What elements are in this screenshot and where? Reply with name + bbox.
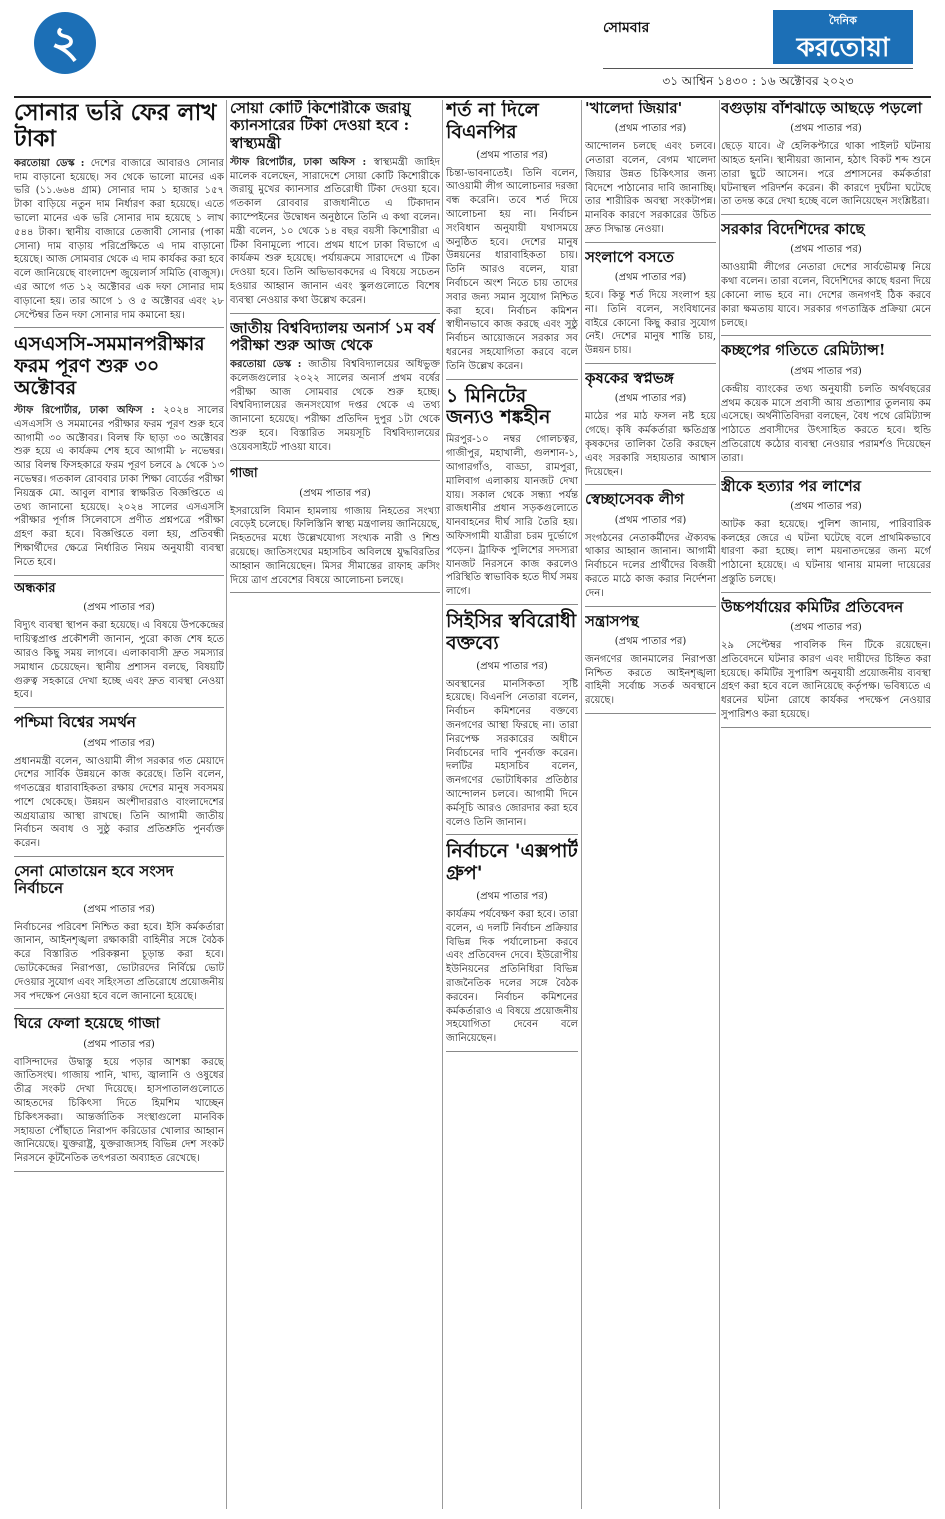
column-1 xyxy=(14,100,224,1509)
continuation-note: (প্রথম পাতার পর) xyxy=(299,487,371,499)
article-headline: ঘিরে ফেলা হয়েছে গাজা xyxy=(14,1014,160,1033)
article-headline: সোয়া কোটি কিশোরীকে জরায়ু ক্যানসারের টিকা দেওয়া হবে : স্বাস্থ্যমন্ত্রী xyxy=(230,100,411,152)
article-separator xyxy=(14,707,224,708)
article-body: ইসরায়েলি বিমান হামলায় গাজায় নিহতের সংখ্যা বেড়েই চলেছে। ফিলিস্তিনি স্বাস্থ্য মন্ত্রণালয় জানিয়েছে, নিহতদের মধ্যে উল্লেখযোগ্য সংখ্যক নারী ও শিশু রয়েছে। জাতিসংঘের মহাসচিব অবিলম্বে যুদ্ধবিরতির আহ্বান জানিয়েছেন। মিসর সীমান্তের রাফাহ ক্রসিং দিয়ে ত্রাণ প্রবেশের বিষয়ে আলোচনা চলছে। xyxy=(230,505,440,586)
logo-big-text: করতোয়া xyxy=(796,33,890,63)
article xyxy=(446,100,578,380)
article-separator xyxy=(585,363,716,364)
article-separator xyxy=(721,592,931,593)
article xyxy=(446,386,578,605)
article xyxy=(721,599,931,728)
article xyxy=(585,370,716,485)
article-separator xyxy=(585,606,716,607)
article-byline: করতোয়া ডেস্ক : xyxy=(230,359,309,371)
continuation-note: (প্রথম পাতার পর) xyxy=(476,891,548,903)
article-byline: স্টাফ রিপোর্টার, ঢাকা অফিস : xyxy=(14,404,164,416)
column-divider xyxy=(719,100,720,1509)
continuation-note: (প্রথম পাতার পর) xyxy=(790,244,862,256)
article-separator xyxy=(230,592,440,593)
article-separator xyxy=(446,604,578,605)
article xyxy=(721,342,931,471)
continuation-note: (প্রথম পাতার পর) xyxy=(614,635,687,647)
article-body: কার্যক্রম পর্যবেক্ষণ করা হবে। তারা বলেন, এ দলটি নির্বাচন প্রক্রিয়ার বিভিন্ন দিক পর্যালোচনা করবে এবং প্রতিবেদন দেবে। ইউরোপীয় ইউনিয়নের প্রতিনিধিরা বিভিন্ন রাজনৈতিক দলের সঙ্গে বৈঠক করবেন। নির্বাচন কমিশনের কর্মকর্তারাও এ বিষয়ে প্রয়োজনীয় সহযোগিতা দেবেন বলে জানিয়েছেন। xyxy=(446,909,578,1045)
article xyxy=(721,100,931,215)
article-headline: বগুড়ায় বাঁশঝাড়ে আছড়ে পড়লো xyxy=(721,100,922,117)
article xyxy=(585,249,716,364)
article-separator xyxy=(585,484,716,485)
article-body: আওয়ামী লীগের নেতারা দেশের সার্বভৌমত্ব নিয়ে কথা বলেন। তারা বলেন, বিদেশিদের কাছে ধরনা দিয়ে কোনো লাভ হবে না। দেশের জনগণই ঠিক করবে কারা ক্ষমতায় যাবে। সরকার গণতান্ত্রিক প্রক্রিয়া মেনে চলছে। xyxy=(721,262,931,329)
article xyxy=(230,467,440,594)
article-separator xyxy=(14,1008,224,1009)
article xyxy=(14,100,224,328)
article xyxy=(14,863,224,1009)
article-headline: সোনার ভরি ফের লাখ টাকা xyxy=(14,100,217,153)
article-headline: অন্ধকার xyxy=(14,580,56,596)
article-byline: করতোয়া ডেস্ক : xyxy=(14,157,91,169)
article-body: কেন্দ্রীয় ব্যাংকের তথ্য অনুযায়ী চলতি অর্থবছরের প্রথম কয়েক মাসে প্রবাসী আয় প্রত্যাশার তুলনায় কম এসেছে। অর্থনীতিবিদরা বলছেন, বৈধ পথে রেমিট্যান্স পাঠাতে প্রবাসীদের উৎসাহিত করতে হবে। হুন্ডি প্রতিরোধে কঠোর ব্যবস্থা নেওয়ার পরামর্শও দিয়েছেন তারা। xyxy=(721,383,931,464)
article-headline: ১ মিনিটের জন্যও শঙ্কহীন xyxy=(446,384,551,429)
article-body: বাসিন্দাদের উদ্বাস্তু হয়ে পড়ার আশঙ্কা করছে জাতিসংঘ। গাজায় পানি, খাদ্য, জ্বালানি ও ওষুধের তীব্র সংকট দেখা দিয়েছে। হাসপাতালগুলোতে আহতদের চিকিৎসা দিতে হিমশিম খাচ্ছেন চিকিৎসকরা। আন্তর্জাতিক সংস্থাগুলো মানবিক সহায়তা পৌঁছাতে নিরাপদ করিডোর খোলার আহ্বান জানিয়েছে। যুক্তরাষ্ট্র, যুক্তরাজ্যসহ বিভিন্ন দেশ সংকট নিরসনে কূটনৈতিক তৎপরতা অব্যাহত রেখেছে। xyxy=(14,1056,224,1165)
continuation-note: (প্রথম পাতার পর) xyxy=(476,149,548,161)
article-body: চিন্তা-ভাবনাতেই। তিনি বলেন, আওয়ামী লীগ আলোচনার দরজা বন্ধ করেনি। তবে শর্ত দিয়ে আলোচনা হয় না। নির্বাচন সংবিধান অনুযায়ী যথাসময়ে অনুষ্ঠিত হবে। দেশের মানুষ উন্নয়নের ধারাবাহিকতা চায়। তিনি আরও বলেন, যারা নির্বাচনে অংশ নিতে চায় তাদের সবার জন্য সমান সুযোগ নিশ্চিত করা হবে। নির্বাচন কমিশন স্বাধীনভাবে কাজ করছে এবং সুষ্ঠু নির্বাচন আয়োজনে সরকার সব ধরনের সহযোগিতা করবে বলে তিনি উল্লেখ করেন। xyxy=(446,167,578,372)
continuation-note: (প্রথম পাতার পর) xyxy=(83,602,155,614)
article-headline: সরকার বিদেশিদের কাছে xyxy=(721,220,865,239)
article-body: সংগঠনের নেতাকর্মীদের ঐক্যবদ্ধ থাকার আহ্বান জানান। আগামী নির্বাচনে দলের প্রার্থীদের বিজয়ী করতে মাঠে কাজ করার নির্দেশনা দেন। xyxy=(585,532,716,599)
article-body: জনগণের জানমালের নিরাপত্তা নিশ্চিত করতে আইনশৃঙ্খলা বাহিনী সর্বোচ্চ সতর্ক অবস্থানে রয়েছে। xyxy=(585,653,716,707)
article-separator xyxy=(721,471,931,472)
article-body: স্টাফ রিপোর্টার, ঢাকা অফিস : স্বাস্থ্যমন্ত্রী জাহিদ মালেক বলেছেন, সারাদেশে সোয়া কোটি কিশোরীকে জরায়ু মুখের ক্যানসার প্রতিরোধী টিকা দেওয়া হবে। গতকাল রোববার রাজধানীতে এ টিকাদান ক্যাম্পেইনের উদ্বোধন অনুষ্ঠানে তিনি এ কথা বলেন। মন্ত্রী বলেন, ১০ থেকে ১৪ বছর বয়সী কিশোরীরা এ টিকা বিনামূল্যে পাবে। প্রথম ধাপে ঢাকা বিভাগে এ কার্যক্রম শুরু হয়েছে। পর্যায়ক্রমে সারাদেশে এ টিকা দেওয়া হবে। তিনি অভিভাবকদের এ বিষয়ে সচেতন হওয়ার আহ্বান জানান এবং স্কুলগুলোতে বিশেষ ব্যবস্থা নেওয়ার কথা উল্লেখ করেন। xyxy=(230,156,440,306)
article-headline: শর্ত না দিলে বিএনপির xyxy=(446,100,539,143)
continuation-note: (প্রথম পাতার পর) xyxy=(614,272,687,284)
dateline: ৩১ আশ্বিন ১৪৩০ : ১৬ অক্টোবর ২০২৩ xyxy=(603,68,913,93)
article-separator xyxy=(446,379,578,380)
continuation-note: (প্রথম পাতার পর) xyxy=(614,123,687,135)
article-headline: নির্বাচনে 'এক্সপার্ট গ্রুপ' xyxy=(446,840,578,885)
article-body: হবে। কিন্তু শর্ত দিয়ে সংলাপ হয় না। তিনি বলেন, সংবিধানের বাইরে কোনো কিছু করার সুযোগ নেই। দেশের মানুষ শান্তি চায়, উন্নয়ন চায়। xyxy=(585,290,716,357)
article xyxy=(14,714,224,857)
article xyxy=(585,613,716,714)
page-number-badge: ২ xyxy=(34,12,96,74)
article-body: করতোয়া ডেস্ক : দেশের বাজারে আবারও সোনার দাম বাড়ানো হয়েছে। সব থেকে ভালো মানের এক ভরি (১১.৬৬৪ গ্রাম) সোনার দাম ১ হাজার ১৫৭ টাকা বাড়িয়ে নতুন দাম নির্ধারণ করা হয়েছে। এতে ভালো মানের এক ভরি সোনার দাম হয়েছে ১ লাখ ৫৪৪ টাকা। স্থানীয় বাজারে তেজাবী সোনার (পাকা সোনা) দাম বাড়ায় পরিপ্রেক্ষিতে এ দাম বাড়ানো হয়েছে। আজ সোমবার থেকে এ দাম কার্যকর করা হবে বলে জানিয়েছে বাংলাদেশ জুয়েলার্স সমিতি (বাজুস)। এর আগে গত ১২ অক্টোবর এক দফা সোনার দাম বাড়ানো হয়। তার আগে ১ ও ৫ অক্টোবর এবং ২৮ সেপ্টেম্বর তিন দফা সোনার দাম কমানো হয়। xyxy=(14,157,224,321)
article-body: অবস্থানের মানসিকতা সৃষ্টি হয়েছে। বিএনপি নেতারা বলেন, নির্বাচন কমিশনের বক্তব্যে জনগণের আস্থা ফিরছে না। তারা নিরপেক্ষ সরকারের অধীনে নির্বাচনের দাবি পুনর্ব্যক্ত করেন। দলটির মহাসচিব বলেন, জনগণের ভোটাধিকার প্রতিষ্ঠার আন্দোলন চলবে। আগামী দিনে কর্মসূচি আরও জোরদার করা হবে বলেও তিনি জানান। xyxy=(446,678,578,828)
article xyxy=(14,334,224,575)
continuation-note: (প্রথম পাতার পর) xyxy=(83,903,155,915)
article-body: প্রধানমন্ত্রী বলেন, আওয়ামী লীগ সরকার গত মেয়াদে দেশের সার্বিক উন্নয়নে কাজ করেছে। তিনি বলেন, গণতন্ত্রের ধারাবাহিকতা রক্ষায় দেশের মানুষ সবসময় পাশে থেকেছে। উন্নয়ন অংশীদাররাও বাংলাদেশের অগ্রযাত্রায় আস্থা রাখছে। তিনি আগামী জাতীয় নির্বাচন অবাধ ও সুষ্ঠু করার প্রতিশ্রুতি পুনর্ব্যক্ত করেন। xyxy=(14,755,224,850)
column-divider xyxy=(581,100,582,1509)
article-separator xyxy=(721,335,931,336)
article-separator xyxy=(585,242,716,243)
article-body: করতোয়া ডেস্ক : জাতীয় বিশ্ববিদ্যালয়ের অধিভুক্ত কলেজগুলোর ২০২২ সালের অনার্স প্রথম বর্ষের পরীক্ষা আজ সোমবার থেকে শুরু হচ্ছে। বিশ্ববিদ্যালয়ের জনসংযোগ দপ্তর থেকে এ তথ্য জানানো হয়েছে। পরীক্ষা প্রতিদিন দুপুর ১টা থেকে শুরু হবে। বিস্তারিত সময়সূচি বিশ্ববিদ্যালয়ের ওয়েবসাইটে পাওয়া যাবে। xyxy=(230,359,440,453)
article-headline: কৃষকের স্বপ্নভঙ্গ xyxy=(585,369,674,388)
column-divider xyxy=(226,100,227,1509)
article-byline: স্টাফ রিপোর্টার, ঢাকা অফিস : xyxy=(230,156,374,168)
article-columns xyxy=(14,100,931,1509)
column-3 xyxy=(446,100,578,1509)
article-headline: এসএসসি-সমমানপরীক্ষার ফরম পূরণ শুরু ৩০ অক্টোবর xyxy=(14,333,205,400)
article xyxy=(585,100,716,243)
article xyxy=(230,100,440,314)
column-5 xyxy=(721,100,931,1509)
article-separator xyxy=(721,214,931,215)
article-separator xyxy=(14,327,224,328)
masthead-right xyxy=(603,8,913,88)
article-separator xyxy=(585,713,716,714)
article-body: ২৯ সেপ্টেম্বর পাবলিক দিন টিকে রয়েছেন। প্রতিবেদনে ঘটনার কারণ এবং দায়ীদের চিহ্নিত করা হয়েছে। কমিটির সুপারিশ অনুযায়ী প্রয়োজনীয় ব্যবস্থা গ্রহণ করা হবে বলে জানিয়েছে কর্তৃপক্ষ। ভবিষ্যতে এ ধরনের ঘটনা রোধে কার্যকর পদক্ষেপ নেওয়ার সুপারিশও করা হয়েছে। xyxy=(721,639,931,720)
article-headline: স্বেচ্ছাসেবক লীগ xyxy=(585,490,685,509)
article-headline: জাতীয় বিশ্ববিদ্যালয় অনার্স ১ম বর্ষ পরীক্ষা শুরু আজ থেকে xyxy=(230,318,435,354)
article xyxy=(14,1015,224,1172)
article-headline: কচ্ছপের গতিতে রেমিট্যান্স! xyxy=(721,341,886,360)
continuation-note: (প্রথম পাতার পর) xyxy=(614,393,687,405)
article-separator xyxy=(721,727,931,728)
article-body: মাঠের পর মাঠ ফসল নষ্ট হয়ে গেছে। কৃষি কর্মকর্তারা ক্ষতিগ্রস্ত কৃষকদের তালিকা তৈরি করছেন এবং সরকারি সহায়তার আশ্বাস দিয়েছেন। xyxy=(585,411,716,478)
article-separator xyxy=(14,856,224,857)
article-headline: সংলাপে বসতে xyxy=(585,247,674,266)
article-headline: 'খালেদা জিয়ার' xyxy=(585,100,683,117)
newspaper-logo xyxy=(773,10,913,64)
column-2 xyxy=(230,100,440,1509)
article-headline: স্ত্রীকে হত্যার পর লাশের xyxy=(721,476,861,495)
article-separator xyxy=(230,313,440,314)
article-separator xyxy=(446,834,578,835)
article xyxy=(721,478,931,593)
continuation-note: (প্রথম পাতার পর) xyxy=(476,660,548,672)
article-body: নির্বাচনের পরিবেশ নিশ্চিত করা হবে। ইসি কর্মকর্তারা জানান, আইনশৃঙ্খলা রক্ষাকারী বাহিনীর সঙ্গে বৈঠক করে বিস্তারিত পরিকল্পনা চূড়ান্ত করা হবে। ভোটকেন্দ্রের নিরাপত্তা, ভোটারদের নির্বিঘ্নে ভোট দেওয়ার সুযোগ এবং সহিংসতা প্রতিরোধে প্রয়োজনীয় সব পদক্ষেপ নেওয়া হবে বলে জানানো হয়েছে। xyxy=(14,921,224,1002)
article-separator xyxy=(14,1171,224,1172)
logo-small-text: দৈনিক xyxy=(829,14,857,27)
article-body: ছেড়ে যাবে। ঐ হেলিকপ্টারে থাকা পাইলট ঘটনায় আহত হননি। স্থানীয়রা জানান, হঠাৎ বিকট শব্দ শুনে তারা ছুটে আসেন। পরে প্রশাসনের কর্মকর্তারা ঘটনাস্থল পরিদর্শন করেন। কী কারণে দুর্ঘটনা ঘটেছে তা তদন্ত করে দেখা হচ্ছে বলে জানিয়েছেন সংশ্লিষ্টরা। xyxy=(721,141,931,208)
article-body: আন্দোলন চলছে এবং চলবে। নেতারা বলেন, বেগম খালেদা জিয়ার উন্নত চিকিৎসার জন্য বিদেশে পাঠানোর দাবি জানাচ্ছি। তার শারীরিক অবস্থা সংকটাপন্ন। মানবিক কারণে সরকারের উচিত দ্রুত সিদ্ধান্ত নেওয়া। xyxy=(585,141,716,236)
article xyxy=(446,841,578,1052)
article-headline: সিইসির স্ববিরোধী বক্তব্যে xyxy=(446,609,577,654)
weekday: সোমবার xyxy=(603,20,650,36)
article xyxy=(446,611,578,835)
article xyxy=(721,221,931,336)
continuation-note: (প্রথম পাতার পর) xyxy=(790,621,862,633)
article-headline: উচ্চপর্যায়ের কমিটির প্রতিবেদন xyxy=(721,597,904,616)
article-separator xyxy=(230,460,440,461)
continuation-note: (প্রথম পাতার পর) xyxy=(790,123,862,135)
article-body: স্টাফ রিপোর্টার, ঢাকা অফিস : ২০২৪ সালের এসএসসি ও সমমানের পরীক্ষার ফরম পূরণ শুরু হবে আগামী ৩০ অক্টোবর। বিলম্ব ফি ছাড়া ৩০ অক্টোবর শুরু হয়ে এ কার্যক্রম শেষ হবে আগামী ৮ নভেম্বর। আর বিলম্ব ফিসহকারে ফরম পূরণ চলবে ৯ থেকে ১৩ নভেম্বর। গতকাল রোববার ঢাকা শিক্ষা বোর্ডের পরীক্ষা নিয়ন্ত্রক মো. আবুল বাশার স্বাক্ষরিত বিজ্ঞপ্তিতে এ তথ্য জানানো হয়েছে। ২০২৪ সালের এসএসসি পরীক্ষার পূর্ণাঙ্গ সিলেবাসে প্রণীত প্রশ্নপত্রে পরীক্ষা গ্রহণ করা হবে। বিজ্ঞপ্তিতে বলা হয়, প্রতিবন্ধী শিক্ষার্থীদের ক্ষেত্রে নির্ধারিত নিয়ম অনুযায়ী ব্যবস্থা নিতে হবে। xyxy=(14,404,224,568)
continuation-note: (প্রথম পাতার পর) xyxy=(83,737,155,749)
article xyxy=(230,320,440,461)
continuation-note: (প্রথম পাতার পর) xyxy=(83,1038,155,1050)
article-headline: সন্ত্রাসপন্থ xyxy=(585,611,639,630)
column-divider xyxy=(442,100,443,1509)
article-separator xyxy=(14,575,224,576)
article-body: আটক করা হয়েছে। পুলিশ জানায়, পারিবারিক কলহের জেরে এ ঘটনা ঘটেছে বলে প্রাথমিকভাবে ধারণা করা হচ্ছে। লাশ ময়নাতদন্তের জন্য মর্গে পাঠানো হয়েছে। এ ঘটনায় থানায় মামলা দায়েরের প্রস্তুতি চলছে। xyxy=(721,518,931,585)
continuation-note: (প্রথম পাতার পর) xyxy=(614,514,687,526)
article-separator xyxy=(446,1051,578,1052)
article xyxy=(14,582,224,709)
article xyxy=(585,491,716,606)
article-headline: সেনা মোতায়েন হবে সংসদ নির্বাচনে xyxy=(14,862,174,898)
continuation-note: (প্রথম পাতার পর) xyxy=(790,500,862,512)
article-body: বিদ্যুৎ ব্যবস্থা স্থাপন করা হয়েছে। এ বিষয়ে উপকেন্দ্রের দায়িত্বপ্রাপ্ত প্রকৌশলী জানান, পুরো কাজ শেষ হতে আরও কিছু সময় লাগবে। এলাকাবাসী দ্রুত সমস্যার সমাধান চেয়েছেন। স্থানীয় প্রশাসন বলছে, বিষয়টি গুরুত্ব সহকারে দেখা হচ্ছে এবং দ্রুত ব্যবস্থা নেওয়া হবে। xyxy=(14,620,224,701)
masthead xyxy=(14,0,931,98)
article-headline: গাজা xyxy=(230,465,258,481)
continuation-note: (প্রথম পাতার পর) xyxy=(790,365,862,377)
article-body: মিরপুর-১০ নম্বর গোলচত্বর, গাজীপুর, মহাখালী, গুলশান-১, আগারগাঁও, বাড্ডা, রামপুরা, মালিবাগ এলাকায় যানজট দেখা যায়। সকাল থেকে সন্ধ্যা পর্যন্ত রাজধানীর প্রধান সড়কগুলোতে যানবাহনের দীর্ঘ সারি তৈরি হয়। অফিসগামী যাত্রীরা চরম দুর্ভোগে পড়েন। ট্রাফিক পুলিশের সদস্যরা যানজট নিরসনে কাজ করলেও পরিস্থিতি স্বাভাবিক হতে দীর্ঘ সময় লাগে। xyxy=(446,434,578,598)
article-headline: পশ্চিমা বিশ্বের সমর্থন xyxy=(14,713,136,732)
column-4 xyxy=(585,100,716,1509)
